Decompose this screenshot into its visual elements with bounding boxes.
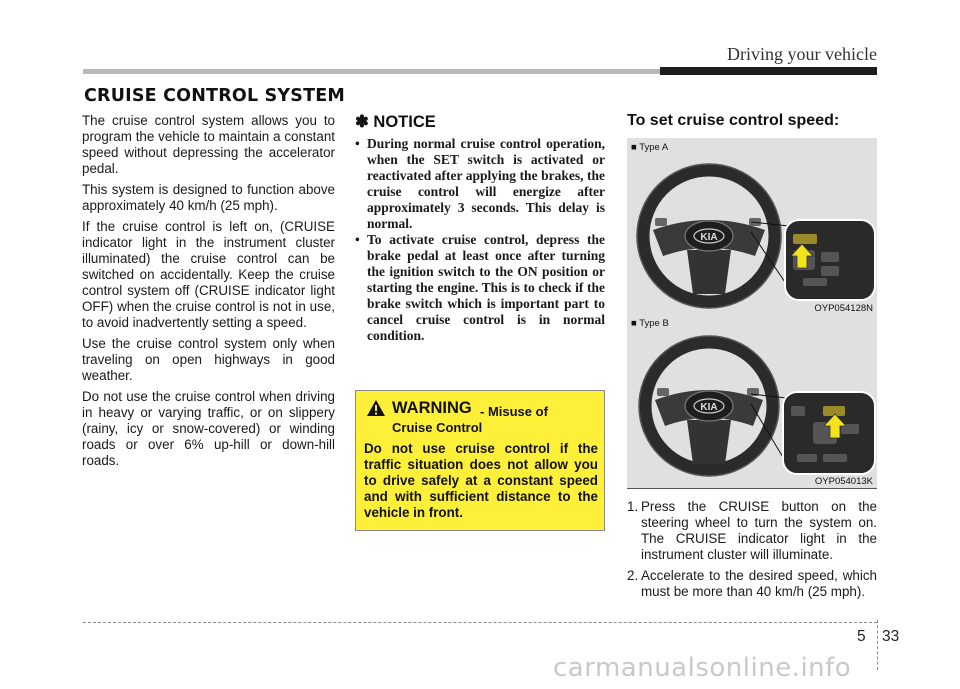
footer-page-number: 33 xyxy=(882,628,900,645)
intro-paragraph: Do not use the cruise control when driving in heavy or varying traffic, or on slippery (rainy, icy or snow-covered) or winding roads or over 6% up-hill or down-hill roads. xyxy=(82,389,335,468)
warning-text: Do not use cruise control if the traffic situation does not allow you to drive safely at a constant speed and with sufficient distance to the vehicle in front. xyxy=(364,441,598,520)
intro-paragraph: Use the cruise control system only when traveling on open highways in good weather. xyxy=(82,336,335,383)
footer-divider xyxy=(877,620,878,670)
figure-label: ■ Type B xyxy=(631,318,669,329)
step-number: 1. xyxy=(627,499,639,514)
footer-section-number: 5 xyxy=(857,628,866,645)
notice-heading: ✽ NOTICE xyxy=(355,113,436,131)
step-number: 2. xyxy=(627,568,639,583)
warning-subtitle-2: Cruise Control xyxy=(392,420,483,435)
footer-rule xyxy=(83,622,877,623)
notice-item-text: During normal cruise control operation, when the SET switch is activated or reactivated after applying the brakes, the cruise control will energize after approximately 3 seconds. This delay is normal. xyxy=(367,136,605,231)
intro-paragraph: If the cruise control is left on, (CRUISE indicator light in the instrument cluster illuminated) the cruise control can be switched on accidentally. Keep the cruise control system off (CRUISE indicator light OFF) when the cruise control is not in use, to avoid inadvertently setting a speed. xyxy=(82,219,335,330)
svg-text:KIA: KIA xyxy=(700,232,718,243)
figure-label: ■ Type A xyxy=(631,142,669,153)
intro-text xyxy=(82,113,335,474)
figure-code: OYP054013K xyxy=(814,476,873,487)
bullet: • xyxy=(355,136,360,151)
header-rule-gray xyxy=(83,69,660,74)
header-rule-dark xyxy=(660,67,877,75)
notice-item xyxy=(355,232,605,344)
notice-item-text: To activate cruise control, depress the brake pedal at least once after turning the ignition switch to the ON position or starting the engine. This is to check if the brake switch which is important part to cancel cruise control is in normal condition. xyxy=(367,232,605,343)
steering-wheel-illustration xyxy=(627,314,877,489)
intro-paragraph: The cruise control system allows you to program the vehicle to maintain a constant speed without depressing the accelerator pedal. xyxy=(82,113,335,176)
section-title: CRUISE CONTROL SYSTEM xyxy=(84,86,345,106)
notice-item xyxy=(355,136,605,232)
figure-type-a xyxy=(627,138,877,316)
warning-triangle-icon xyxy=(366,399,386,417)
step-item xyxy=(627,499,877,563)
bullet: • xyxy=(355,232,360,247)
warning-subtitle: - Misuse of xyxy=(480,404,548,419)
svg-text:KIA: KIA xyxy=(700,402,718,413)
step-item xyxy=(627,568,877,600)
steering-wheel-illustration xyxy=(627,138,877,316)
figure-underline xyxy=(627,488,877,489)
notice-list xyxy=(355,136,605,344)
steps-list xyxy=(627,499,877,605)
intro-paragraph: This system is designed to function above approximately 40 km/h (25 mph). xyxy=(82,182,335,213)
set-speed-heading: To set cruise control speed: xyxy=(627,112,840,129)
warning-word: WARNING xyxy=(392,399,472,417)
figure-code: OYP054128N xyxy=(814,303,873,314)
step-text: Accelerate to the desired speed, which must be more than 40 km/h (25 mph). xyxy=(641,568,877,599)
running-header: Driving your vehicle xyxy=(727,44,877,64)
watermark: carmanualsonline.info xyxy=(553,653,852,683)
step-text: Press the CRUISE button on the steering wheel to turn the system on. The CRUISE indicator light in the instrument cluster will illuminate. xyxy=(641,499,877,562)
figure-type-b xyxy=(627,314,877,489)
